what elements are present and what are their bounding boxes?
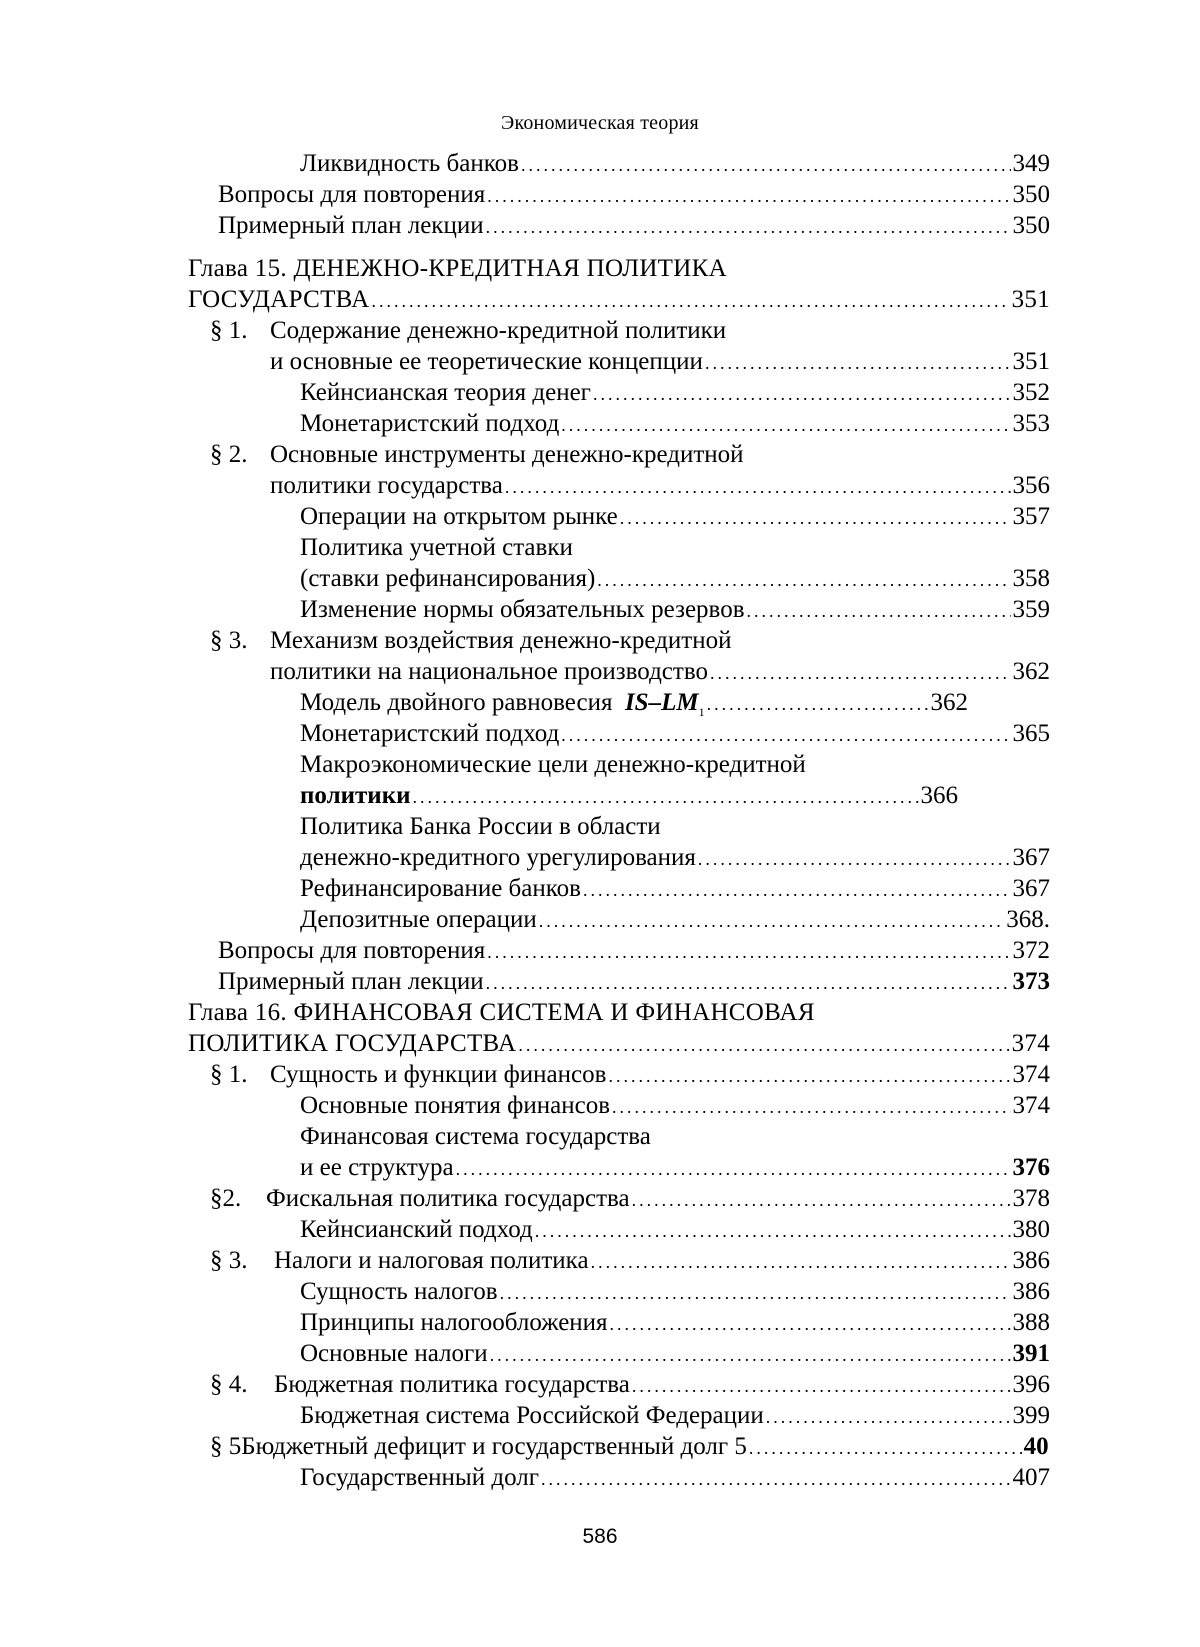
toc-entry-title: Примерный план лекции bbox=[218, 212, 484, 239]
toc-entry-title: Принципы налогообложения bbox=[300, 1309, 608, 1336]
toc-entry bbox=[188, 1214, 1050, 1245]
section-heading bbox=[188, 1431, 1050, 1462]
dot-leader bbox=[705, 348, 1011, 379]
dot-leader bbox=[486, 968, 1011, 999]
toc-entry bbox=[188, 780, 958, 811]
toc-entry-page: 396 bbox=[1012, 1371, 1050, 1398]
toc-entry bbox=[188, 210, 1050, 241]
toc-entry-page: 358 bbox=[1012, 565, 1050, 592]
toc-entry bbox=[188, 749, 1050, 780]
dot-leader bbox=[371, 286, 1009, 317]
toc-entry-page: 366 bbox=[920, 782, 958, 809]
section-title: Фискальная политика государства bbox=[266, 1185, 630, 1212]
toc-entry-page: 350 bbox=[1012, 212, 1050, 239]
dot-leader bbox=[413, 782, 919, 813]
dot-leader bbox=[561, 720, 1010, 751]
dot-leader bbox=[610, 1309, 1011, 1340]
section-title-line1: Механизм воздействия денежно-кредитной bbox=[270, 627, 732, 654]
toc-entry bbox=[188, 501, 1050, 532]
section-title-line2: политики государства bbox=[270, 472, 503, 499]
dot-leader bbox=[747, 596, 1011, 627]
dot-leader bbox=[710, 658, 1011, 689]
dot-leader bbox=[597, 565, 1010, 596]
toc-entry bbox=[188, 935, 1050, 966]
chapter-title-line1: Глава 15. ДЕНЕЖНО-КРЕДИТНАЯ ПОЛИТИКА bbox=[188, 255, 727, 282]
dot-leader bbox=[561, 410, 1010, 441]
chapter-heading bbox=[188, 253, 1050, 284]
section-heading-text bbox=[188, 1369, 630, 1400]
section-heading-text bbox=[188, 1183, 630, 1214]
toc-entry-title: Ликвидность банков bbox=[300, 150, 519, 177]
section-title-line2: политики на национальное производство bbox=[270, 658, 708, 685]
toc-entry-page: 372 bbox=[1012, 937, 1050, 964]
toc-entry-title-line2: политики bbox=[300, 782, 411, 809]
toc-entry-page: 357 bbox=[1012, 503, 1050, 530]
toc-entry-title: Монетаристский подход bbox=[300, 720, 560, 747]
toc-entry-title: Вопросы для повторения bbox=[218, 937, 486, 964]
toc-entry bbox=[188, 1307, 1050, 1338]
section-heading bbox=[188, 1369, 1050, 1400]
toc-entry bbox=[188, 148, 1050, 179]
dot-leader bbox=[698, 844, 1011, 875]
section-title-line1: Содержание денежно-кредитной политики bbox=[270, 317, 727, 344]
section-heading bbox=[188, 315, 1050, 346]
toc-entry-title: Государственный долг bbox=[300, 1464, 539, 1491]
toc-entry-page: 386 bbox=[1012, 1278, 1050, 1305]
toc-entry-page: 368. bbox=[1006, 906, 1050, 933]
toc-entry-page: 388 bbox=[1012, 1309, 1050, 1336]
dot-leader bbox=[707, 689, 929, 720]
toc-entry bbox=[188, 904, 1050, 935]
dot-leader bbox=[583, 875, 1011, 906]
page-number: 586 bbox=[582, 1525, 618, 1548]
dot-leader bbox=[486, 212, 1011, 243]
section-heading bbox=[188, 439, 1050, 470]
toc-entry-title: Изменение нормы обязательных резервов bbox=[300, 596, 745, 623]
toc-entry-title-line1: Финансовая система государства bbox=[300, 1123, 651, 1150]
dot-leader bbox=[593, 379, 1011, 410]
section-heading bbox=[188, 656, 1050, 687]
toc-entry-page: 349 bbox=[1012, 150, 1050, 177]
dot-leader bbox=[487, 937, 1010, 968]
dot-leader bbox=[632, 1371, 1011, 1402]
section-heading bbox=[188, 625, 1050, 656]
toc-entry-page: 40 bbox=[1023, 1433, 1049, 1460]
section-heading bbox=[188, 1245, 1050, 1276]
toc-entry-title: Кейнсианский подход bbox=[300, 1216, 533, 1243]
toc-entry-page: 380 bbox=[1012, 1216, 1050, 1243]
dot-leader bbox=[490, 1340, 1011, 1371]
toc-entry-page: 374 bbox=[1012, 1092, 1050, 1119]
toc-entry bbox=[188, 966, 1050, 997]
running-header: Экономическая теория bbox=[501, 112, 699, 134]
dot-leader bbox=[539, 906, 1005, 937]
dot-leader bbox=[505, 472, 1011, 503]
section-number: § 1. bbox=[210, 317, 248, 344]
toc-entry bbox=[188, 1090, 1050, 1121]
dot-leader bbox=[749, 1433, 1022, 1464]
formula-is-lm: IS–LM bbox=[624, 689, 699, 716]
toc-entry-title-line2: денежно-кредитного урегулирования bbox=[300, 844, 696, 871]
section-title: § 5Бюджетный дефицит и государственный долг 5 bbox=[210, 1433, 747, 1460]
dot-leader bbox=[612, 1092, 1011, 1123]
dot-leader bbox=[487, 181, 1010, 212]
section-number: §2. bbox=[210, 1185, 242, 1212]
toc-entry-page: 356 bbox=[1012, 472, 1050, 499]
toc-entry-page: 367 bbox=[1012, 875, 1050, 902]
toc-entry bbox=[188, 532, 1050, 563]
toc-entry bbox=[188, 1276, 1050, 1307]
toc-entry-title: Рефинансирование банков bbox=[300, 875, 581, 902]
formula-subscript: 1 bbox=[698, 705, 705, 719]
toc-entry bbox=[188, 408, 1050, 439]
section-heading bbox=[188, 470, 1050, 501]
toc-entry bbox=[188, 1400, 1050, 1431]
section-title: Налоги и налоговая политика bbox=[274, 1247, 589, 1274]
toc-entry-title-line2: и ее структура bbox=[300, 1154, 454, 1181]
toc-entry bbox=[188, 873, 1050, 904]
toc-entry-title-line1: Политика учетной ставки bbox=[300, 534, 573, 561]
section-number: § 3. bbox=[210, 1247, 248, 1274]
section-number: § 3. bbox=[210, 627, 248, 654]
toc-entry-title-text: Модель двойного равновесия bbox=[300, 689, 613, 716]
dot-leader bbox=[518, 1030, 1009, 1061]
dot-leader bbox=[535, 1216, 1011, 1247]
toc-entry-page: 374 bbox=[1012, 1061, 1050, 1088]
toc-entry-title: Сущность налогов bbox=[300, 1278, 498, 1305]
toc-entry bbox=[188, 842, 1050, 873]
toc-entry-page: 378 bbox=[1012, 1185, 1050, 1212]
section-title: Сущность и функции финансов bbox=[270, 1061, 607, 1088]
toc-entry-page: 362 bbox=[930, 689, 968, 716]
section-title-line1: Основные инструменты денежно-кредитной bbox=[270, 441, 744, 468]
toc-entry-title-line1: Политика Банка России в области bbox=[300, 813, 661, 840]
toc-entry-page: 376 bbox=[1012, 1154, 1050, 1181]
toc-entry-page: 351 bbox=[1012, 348, 1050, 375]
toc-entry bbox=[188, 1338, 1050, 1369]
section-number: § 4. bbox=[210, 1371, 248, 1398]
toc-entry-title: Операции на открытом рынке bbox=[300, 503, 618, 530]
toc-entry-title: Основные понятия финансов bbox=[300, 1092, 610, 1119]
toc-entry bbox=[188, 811, 1050, 842]
toc-entry-title: Кейнсианская теория денег bbox=[300, 379, 591, 406]
toc-entry bbox=[188, 594, 1050, 625]
dot-leader bbox=[521, 150, 1011, 181]
toc-entry-page: 386 bbox=[1012, 1247, 1050, 1274]
toc-entry-title-line2: (ставки рефинансирования) bbox=[300, 565, 596, 592]
dot-leader bbox=[766, 1402, 1011, 1433]
dot-leader bbox=[620, 503, 1011, 534]
chapter-title-line2: ГОСУДАРСТВА bbox=[188, 286, 370, 313]
toc-entry-title: Вопросы для повторения bbox=[218, 181, 486, 208]
toc-entry bbox=[188, 1121, 1050, 1152]
dot-leader bbox=[591, 1247, 1011, 1278]
section-heading-text bbox=[188, 1245, 589, 1276]
section-heading bbox=[188, 346, 1050, 377]
toc-entry-page: 350 bbox=[1012, 181, 1050, 208]
section-title-line2: и основные ее теоретические концепции bbox=[270, 348, 703, 375]
toc-entry-title: Примерный план лекции bbox=[218, 968, 484, 995]
toc-entry bbox=[188, 1462, 1050, 1493]
dot-leader bbox=[500, 1278, 1011, 1309]
chapter-heading bbox=[188, 284, 1050, 315]
dot-leader bbox=[608, 1061, 1010, 1092]
toc-entry-page: 352 bbox=[1012, 379, 1050, 406]
toc-entry-page: 362 bbox=[1012, 658, 1050, 685]
table-of-contents bbox=[188, 148, 1050, 1493]
toc-entry-title: Депозитные операции bbox=[300, 906, 537, 933]
section-title: Бюджетная политика государства bbox=[274, 1371, 630, 1398]
chapter-heading bbox=[188, 997, 1050, 1028]
toc-entry-page: 374 bbox=[1011, 1030, 1050, 1057]
toc-entry bbox=[188, 718, 1050, 749]
toc-entry-page: 359 bbox=[1012, 596, 1050, 623]
dot-leader bbox=[456, 1154, 1011, 1185]
toc-entry-title: Бюджетная система Российской Федерации bbox=[300, 1402, 764, 1429]
section-number: § 2. bbox=[210, 441, 248, 468]
toc-entry bbox=[188, 687, 968, 718]
toc-entry-title: Монетаристский подход bbox=[300, 410, 560, 437]
chapter-title-line1: Глава 16. ФИНАНСОВАЯ СИСТЕМА И ФИНАНСОВАЯ bbox=[188, 999, 815, 1026]
toc-entry bbox=[188, 377, 1050, 408]
toc-entry-page: 365 bbox=[1012, 720, 1050, 747]
toc-entry-title-line1: Макроэкономические цели денежно-кредитной bbox=[300, 751, 806, 778]
toc-entry bbox=[188, 179, 1050, 210]
section-heading bbox=[188, 1059, 1050, 1090]
chapter-heading bbox=[188, 1028, 1050, 1059]
dot-leader bbox=[541, 1464, 1011, 1495]
toc-entry bbox=[188, 1152, 1050, 1183]
dot-leader bbox=[632, 1185, 1011, 1216]
toc-entry-title: Основные налоги bbox=[300, 1340, 488, 1367]
section-heading bbox=[188, 1183, 1050, 1214]
toc-entry-page: 353 bbox=[1012, 410, 1050, 437]
toc-entry-page: 407 bbox=[1012, 1464, 1050, 1491]
toc-entry-page: 373 bbox=[1012, 968, 1050, 995]
section-heading-text bbox=[188, 1059, 606, 1090]
toc-entry-page: 351 bbox=[1011, 286, 1050, 313]
toc-entry-page: 391 bbox=[1012, 1340, 1050, 1367]
toc-entry bbox=[188, 563, 1050, 594]
chapter-title-line2: ПОЛИТИКА ГОСУДАРСТВА bbox=[188, 1030, 517, 1057]
toc-entry-page: 367 bbox=[1012, 844, 1050, 871]
toc-entry-page: 399 bbox=[1012, 1402, 1050, 1429]
section-number: § 1. bbox=[210, 1061, 248, 1088]
